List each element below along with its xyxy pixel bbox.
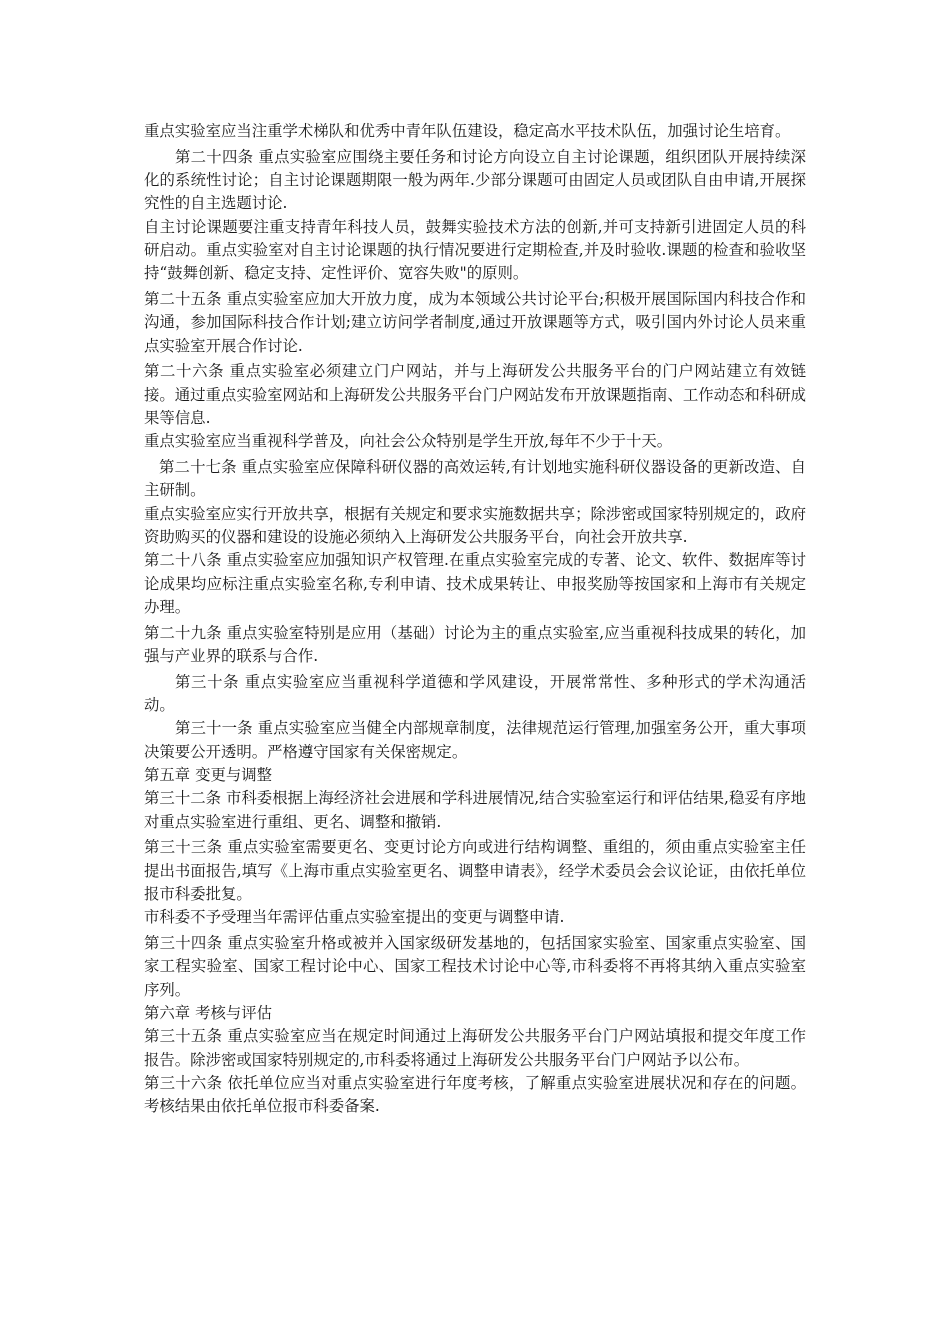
paragraph-article-28: 第二十八条 重点实验室应加强知识产权管理.在重点实验室完成的专著、论文、软件、数据库等讨论成果均应标注重点实验室名称,专利申请、技术成果转让、申报奖励等按国家和上海市有关规定办理。 — [144, 551, 806, 616]
paragraph-open-sharing: 重点实验室应实行开放共享，根据有关规定和要求实施数据共享；除涉密或国家特别规定的，政府资助购买的仪器和建设的设施必须纳入上海研发公共服务平台，向社会开放共享. — [144, 504, 806, 547]
chapter-heading-5: 第五章 变更与调整 — [144, 766, 273, 785]
paragraph-team-building: 重点实验室应当注重学术梯队和优秀中青年队伍建设，稳定高水平技术队伍，加强讨论生培育。 — [144, 122, 791, 140]
paragraph-article-29: 第二十九条 重点实验室特别是应用（基础）讨论为主的重点实验室,应当重视科技成果的转化，加强与产业界的联系与合作. — [144, 623, 806, 666]
paragraph-science-popularization: 重点实验室应当重视科学普及，向社会公众特别是学生开放,每年不少于十天。 — [144, 432, 673, 451]
chapter-heading-6: 第六章 考核与评估 — [144, 1003, 273, 1022]
paragraph-article-36: 第三十六条 依托单位应当对重点实验室进行年度考核，了解重点实验室进展状况和存在的问题。考核结果由依托单位报市科委备案. — [144, 1073, 806, 1116]
paragraph-article-32: 第三十二条 市科委根据上海经济社会进展和学科进展情况,结合实验室运行和评估结果,稳妥有序地对重点实验室进行重组、更名、调整和撤销. — [144, 789, 806, 831]
paragraph-research-topics: 自主讨论课题要注重支持青年科技人员，鼓舞实验技术方法的创新,并可支持新引进固定人员的科研启动。重点实验室对自主讨论课题的执行情况要进行定期检查,并及时验收.课题的检查和验收坚持“鼓舞创新、稳定支持、定性评价、宽容失败"的原则。 — [144, 217, 806, 283]
paragraph-article-27: 第二十七条 重点实验室应保障科研仪器的高效运转,有计划地实施科研仪器设备的更新改造、自主研制。 — [144, 458, 806, 500]
paragraph-article-33: 第三十三条 重点实验室需要更名、变更讨论方向或进行结构调整、重组的，须由重点实验室主任提出书面报告,填写《上海市重点实验室更名、调整申请表》，经学术委员会会议论证，由依托单位报市科委批复。 — [144, 838, 806, 903]
paragraph-article-35: 第三十五条 重点实验室应当在规定时间通过上海研发公共服务平台门户网站填报和提交年度工作报告。除涉密或国家特别规定的,市科委将通过上海研发公共服务平台门户网站予以公布。 — [144, 1027, 806, 1069]
paragraph-article-26: 第二十六条 重点实验室必须建立门户网站，并与上海研发公共服务平台的门户网站建立有效链接。通过重点实验室网站和上海研发公共服务平台门户网站发布开放课题指南、工作动态和科研成果等信息. — [144, 362, 806, 428]
document-page — [144, 120, 806, 1118]
paragraph-article-30: 第三十条 重点实验室应当重视科学道德和学风建设，开展常常性、多种形式的学术沟通活动。 — [144, 672, 806, 715]
paragraph-article-31: 第三十一条 重点实验室应当健全内部规章制度，法律规范运行管理,加强室务公开，重大事项决策要公开透明。严格遵守国家有关保密规定。 — [144, 719, 806, 761]
paragraph-article-24: 第二十四条 重点实验室应围绕主要任务和讨论方向设立自主讨论课题，组织团队开展持续深化的系统性讨论；自主讨论课题期限一般为两年.少部分课题可由固定人员或团队自由申请,开展探究性的自主选题讨论. — [144, 147, 806, 213]
paragraph-no-change-requests: 市科委不予受理当年需评估重点实验室提出的变更与调整申请. — [144, 908, 565, 927]
paragraph-article-25: 第二十五条 重点实验室应加大开放力度，成为本领域公共讨论平台;积极开展国际国内科技合作和沟通，参加国际科技合作计划;建立访问学者制度,通过开放课题等方式，吸引国内外讨论人员来重点实验室开展合作讨论. — [144, 290, 806, 355]
paragraph-article-34: 第三十四条 重点实验室升格或被并入国家级研发基地的，包括国家实验室、国家重点实验室、国家工程实验室、国家工程讨论中心、国家工程技术讨论中心等,市科委将不再将其纳入重点实验室序列。 — [144, 934, 806, 999]
